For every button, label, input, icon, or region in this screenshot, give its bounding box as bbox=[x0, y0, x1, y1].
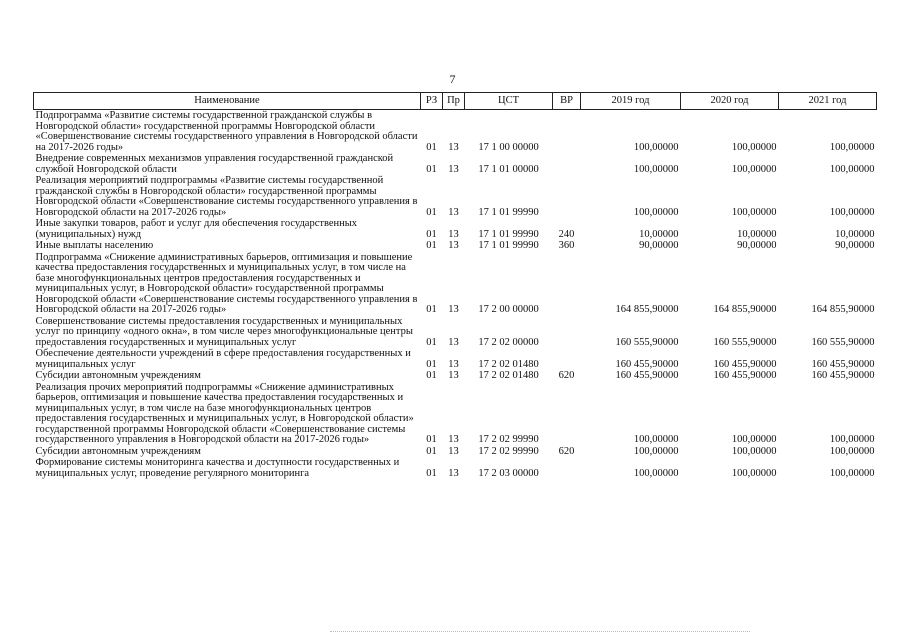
row-cst: 17 2 00 00000 bbox=[478, 304, 539, 315]
row-pr: 13 bbox=[448, 445, 459, 457]
table-row bbox=[34, 348, 877, 370]
row-2020: 164 855,90000 bbox=[713, 304, 777, 315]
header-name: Наименование bbox=[34, 93, 421, 110]
row-cst: 17 2 02 01480 bbox=[478, 358, 539, 370]
row-cst: 17 1 01 99990 bbox=[478, 228, 539, 240]
row-2021: 160 455,90000 bbox=[811, 358, 875, 370]
header-vr: ВР bbox=[553, 93, 581, 110]
row-name: Формирование системы мониторинга качества и доступности государственных и муниципальных услуг, проведение регулярного мониторинга bbox=[35, 457, 400, 479]
row-2021: 100,00000 bbox=[829, 467, 875, 479]
row-vr bbox=[553, 348, 581, 370]
row-pr: 13 bbox=[448, 304, 459, 315]
row-2019: 100,00000 bbox=[633, 467, 679, 479]
row-cst: 17 2 02 00000 bbox=[478, 336, 539, 348]
row-vr bbox=[553, 252, 581, 316]
row-rz: 01 bbox=[426, 467, 437, 479]
table-row bbox=[34, 252, 877, 316]
row-rz: 01 bbox=[426, 206, 437, 218]
row-name: Подпрограмма «Развитие системы государственной гражданской службы в Новгородской области» государственной программы Новгородской области «Совершенствование системы государственного управления в Новгородской области на 2017-2026 годы» bbox=[35, 110, 418, 153]
row-pr: 13 bbox=[448, 206, 459, 218]
row-vr: 240 bbox=[558, 228, 575, 240]
row-pr: 13 bbox=[448, 336, 459, 348]
row-2020: 100,00000 bbox=[731, 206, 777, 218]
scan-artifact bbox=[330, 631, 750, 635]
row-2021: 160 555,90000 bbox=[811, 336, 875, 348]
row-2019: 10,00000 bbox=[639, 228, 679, 240]
row-name: Реализация мероприятий подпрограммы «Развитие системы государственной гражданской службы в Новгородской области» государственной программы Новгородской области «Совершенствование системы государственного управления в Новгородской области на 2017-2026 годы» bbox=[35, 175, 418, 218]
row-2020: 160 455,90000 bbox=[713, 370, 777, 381]
row-cst: 17 2 02 99990 bbox=[478, 434, 539, 445]
row-pr: 13 bbox=[448, 141, 459, 153]
table-row bbox=[34, 370, 877, 382]
row-2019: 100,00000 bbox=[633, 445, 679, 457]
row-rz: 01 bbox=[426, 228, 437, 240]
row-rz: 01 bbox=[426, 336, 437, 348]
row-2021: 90,00000 bbox=[835, 240, 875, 251]
row-rz: 01 bbox=[426, 304, 437, 315]
row-2019: 90,00000 bbox=[639, 240, 679, 251]
row-rz: 01 bbox=[426, 434, 437, 445]
row-cst: 17 1 01 00000 bbox=[478, 163, 539, 175]
row-name: Подпрограмма «Снижение административных барьеров, оптимизация и повышение качества предоставления государственных и муниципальных услуг, в том числе на базе многофункциональных центров предоставления государственных и муниципальных услуг, в Новгородской области» государственной программы Новгородской области «Совершенствование системы государственного управления в Новгородской области на 2017-2026 годы» bbox=[35, 251, 418, 315]
row-vr bbox=[553, 175, 581, 218]
table-row bbox=[34, 446, 877, 458]
row-2020: 160 555,90000 bbox=[713, 336, 777, 348]
row-2019: 160 455,90000 bbox=[615, 370, 679, 381]
row-2019: 160 555,90000 bbox=[615, 336, 679, 348]
page-number: 7 bbox=[449, 72, 456, 86]
row-name: Иные выплаты населению bbox=[35, 240, 154, 251]
row-vr: 620 bbox=[558, 445, 575, 457]
row-name: Обеспечение деятельности учреждений в сфере предоставления государственных и муниципальных услуг bbox=[35, 348, 411, 370]
row-2021: 100,00000 bbox=[829, 434, 875, 445]
row-2019: 164 855,90000 bbox=[615, 304, 679, 315]
row-pr: 13 bbox=[448, 467, 459, 479]
row-vr bbox=[553, 457, 581, 479]
row-2021: 100,00000 bbox=[829, 163, 875, 175]
row-2019: 100,00000 bbox=[633, 163, 679, 175]
row-name: Внедрение современных механизмов управления государственной гражданской службой Новгородской области bbox=[35, 153, 394, 175]
row-2021: 100,00000 bbox=[829, 445, 875, 457]
row-vr bbox=[553, 316, 581, 349]
row-pr: 13 bbox=[448, 358, 459, 370]
row-rz: 01 bbox=[426, 240, 437, 251]
table-row bbox=[34, 316, 877, 349]
row-cst: 17 1 01 99990 bbox=[478, 240, 539, 251]
table-row bbox=[34, 382, 877, 446]
row-2021: 100,00000 bbox=[829, 141, 875, 153]
row-2020: 100,00000 bbox=[731, 163, 777, 175]
row-2020: 100,00000 bbox=[731, 434, 777, 445]
table-row bbox=[34, 110, 877, 154]
header-pr: Пр bbox=[443, 93, 465, 110]
row-pr: 13 bbox=[448, 370, 459, 381]
header-cst: ЦСТ bbox=[465, 93, 553, 110]
row-2021: 160 455,90000 bbox=[811, 370, 875, 381]
row-2021: 10,00000 bbox=[835, 228, 875, 240]
row-vr: 620 bbox=[558, 370, 575, 381]
row-2020: 90,00000 bbox=[737, 240, 777, 251]
header-2020: 2020 год bbox=[681, 93, 779, 110]
row-name: Субсидии автономным учреждениям bbox=[35, 445, 201, 457]
row-vr bbox=[553, 382, 581, 446]
row-name: Субсидии автономным учреждениям bbox=[35, 370, 201, 381]
row-2019: 160 455,90000 bbox=[615, 358, 679, 370]
table-row bbox=[34, 218, 877, 240]
row-rz: 01 bbox=[426, 163, 437, 175]
row-name: Иные закупки товаров, работ и услуг для обеспечения государственных (муниципальных) нужд bbox=[35, 218, 358, 240]
row-2020: 100,00000 bbox=[731, 141, 777, 153]
row-rz: 01 bbox=[426, 445, 437, 457]
row-vr: 360 bbox=[558, 240, 575, 251]
row-vr bbox=[553, 153, 581, 175]
table-row bbox=[34, 153, 877, 175]
table-row bbox=[34, 175, 877, 218]
header-rz: РЗ bbox=[421, 93, 443, 110]
row-pr: 13 bbox=[448, 240, 459, 251]
budget-table bbox=[33, 92, 877, 479]
row-pr: 13 bbox=[448, 434, 459, 445]
row-cst: 17 1 01 99990 bbox=[478, 206, 539, 218]
row-2019: 100,00000 bbox=[633, 141, 679, 153]
row-2019: 100,00000 bbox=[633, 206, 679, 218]
row-cst: 17 2 02 01480 bbox=[478, 370, 539, 381]
row-cst: 17 2 03 00000 bbox=[478, 467, 539, 479]
row-rz: 01 bbox=[426, 358, 437, 370]
row-cst: 17 1 00 00000 bbox=[478, 141, 539, 153]
row-name: Реализация прочих мероприятий подпрограммы «Снижение административных барьеров, оптимизация и повышение качества предоставления государственных и муниципальных услуг, в том числе на базе многофункциональных центров предоставления государственных и муниципальных услуг, в Новгородской области» государственной программы Новгородской области «Совершенствование системы государственного управления в Новгородской области на 2017-2026 годы» bbox=[35, 381, 414, 445]
row-2021: 100,00000 bbox=[829, 206, 875, 218]
row-rz: 01 bbox=[426, 370, 437, 381]
row-pr: 13 bbox=[448, 163, 459, 175]
table-row bbox=[34, 240, 877, 252]
row-cst: 17 2 02 99990 bbox=[478, 445, 539, 457]
table-header-row bbox=[34, 93, 877, 110]
row-2019: 100,00000 bbox=[633, 434, 679, 445]
row-2020: 160 455,90000 bbox=[713, 358, 777, 370]
header-2021: 2021 год bbox=[779, 93, 877, 110]
row-2021: 164 855,90000 bbox=[811, 304, 875, 315]
row-name: Совершенствование системы предоставления государственных и муниципальных услуг по принципу «одного окна», в том числе через многофункциональные центры предоставления государственных и муниципальных услуг bbox=[35, 315, 413, 348]
table-row bbox=[34, 457, 877, 479]
row-2020: 10,00000 bbox=[737, 228, 777, 240]
row-rz: 01 bbox=[426, 141, 437, 153]
row-2020: 100,00000 bbox=[731, 445, 777, 457]
row-2020: 100,00000 bbox=[731, 467, 777, 479]
row-vr bbox=[553, 110, 581, 154]
row-pr: 13 bbox=[448, 228, 459, 240]
header-2019: 2019 год bbox=[581, 93, 681, 110]
